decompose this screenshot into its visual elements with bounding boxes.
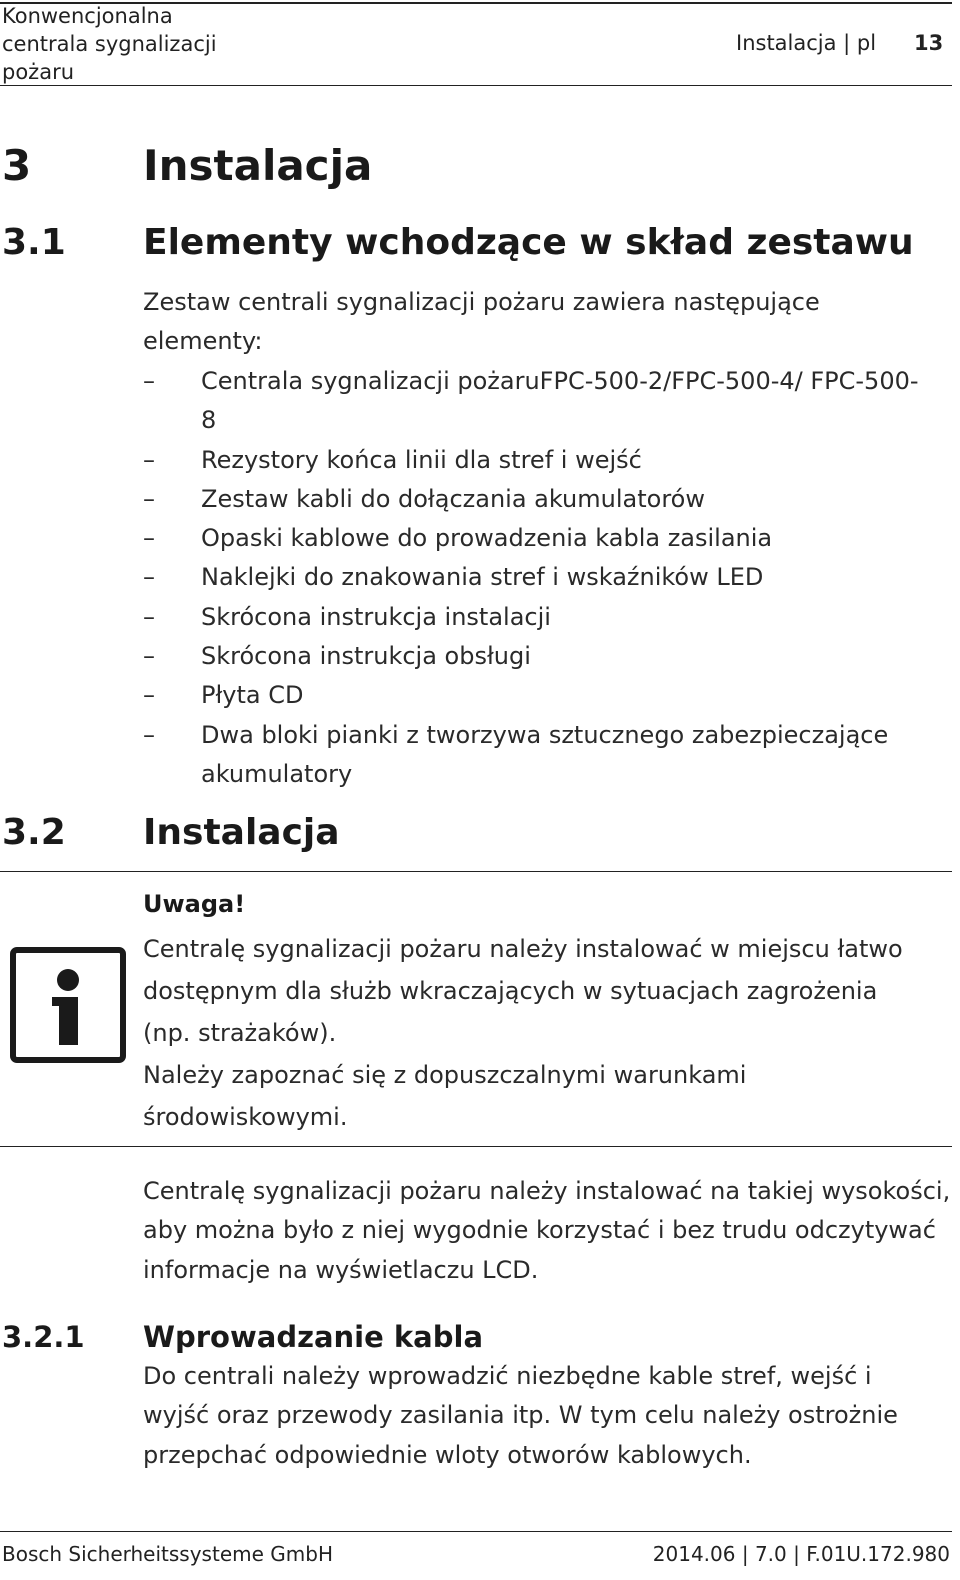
list-item-text: Płyta CD [201, 681, 304, 710]
list-item [143, 362, 933, 441]
header-title-line: pożaru [2, 60, 75, 84]
subsection-title: Wprowadzanie kabla [143, 1320, 484, 1354]
note-top-rule [0, 871, 952, 872]
note-heading: Uwaga! [143, 890, 246, 918]
section-number: 3.2 [2, 812, 66, 853]
contents-list [143, 362, 933, 794]
note-line: (np. strażaków). [143, 1019, 337, 1047]
bullet-dash: – [143, 642, 155, 671]
header-document-title [2, 2, 262, 86]
list-item [143, 637, 933, 676]
list-item [143, 558, 933, 597]
bullet-dash: – [143, 720, 155, 749]
list-item-text: Opaski kablowe do prowadzenia kabla zasilania [201, 524, 773, 553]
chapter-number: 3 [2, 141, 32, 190]
list-item-text: Rezystory końca linii dla stref i wejść [201, 445, 642, 474]
header-divider [0, 85, 952, 86]
bullet-dash: – [143, 563, 155, 592]
note-bottom-rule [0, 1146, 952, 1147]
note-line: dostępnym dla służb wkraczających w sytuacjach zagrożenia [143, 977, 878, 1005]
header-title-line: Konwencjonalna [2, 4, 173, 28]
list-item [143, 676, 933, 715]
section-number: 3.1 [2, 222, 66, 263]
list-item-text: Naklejki do znakowania stref i wskaźników LED [201, 563, 764, 592]
footer-divider [0, 1531, 952, 1532]
list-item-text: Skrócona instrukcja obsługi [201, 642, 531, 671]
bullet-dash: – [143, 484, 155, 513]
cable-paragraph: Do centrali należy wprowadzić niezbędne kable stref, wejść i wyjść oraz przewody zasilania itp. W tym celu należy ostrożnie przepchać odpowiednie wloty otworów kablowych. [143, 1362, 898, 1469]
list-item [143, 480, 933, 519]
list-item [143, 519, 933, 558]
list-item [143, 441, 933, 480]
note-line: Należy zapoznać się z dopuszczalnymi warunkami [143, 1061, 747, 1089]
list-item-text: Skrócona instrukcja instalacji [201, 602, 551, 631]
chapter-title: Instalacja [143, 141, 373, 190]
list-item [143, 598, 933, 637]
installation-paragraph: Centralę sygnalizacji pożaru należy instalować na takiej wysokości, aby można było z niej wygodnie korzystać i bez trudu odczytywać informacje na wyświetlaczu LCD. [143, 1177, 951, 1284]
bullet-dash: – [143, 524, 155, 553]
list-item-text: Centrala sygnalizacji pożaruFPC-500-2/FPC-500-4/ FPC-500-8 [201, 367, 919, 435]
list-item-text: Dwa bloki pianki z tworzywa sztucznego zabezpieczające akumulatory [201, 720, 889, 788]
note-line: środowiskowymi. [143, 1103, 348, 1131]
list-item-text: Zestaw kabli do dołączania akumulatorów [201, 484, 705, 513]
header-title-line: centrala sygnalizacji [2, 32, 217, 56]
info-icon [10, 947, 126, 1063]
section-title: Instalacja [143, 812, 340, 853]
header-top-rule [0, 2, 952, 4]
section-intro: Zestaw centrali sygnalizacji pożaru zawiera następujące elementy: [143, 288, 820, 356]
footer-doc-info: 2014.06 | 7.0 | F.01U.172.980 [652, 1542, 950, 1566]
subsection-number: 3.2.1 [2, 1320, 85, 1354]
note-text [143, 928, 943, 1138]
bullet-dash: – [143, 681, 155, 710]
section-title: Elementy wchodzące w skład zestawu [143, 222, 914, 263]
footer-company: Bosch Sicherheitssysteme GmbH [2, 1542, 333, 1566]
bullet-dash: – [143, 445, 155, 474]
note-line: Centralę sygnalizacji pożaru należy instalować w miejscu łatwo [143, 935, 903, 963]
bullet-dash: – [143, 602, 155, 631]
bullet-dash: – [143, 367, 155, 395]
list-item [143, 716, 933, 795]
header-section-label: Instalacja | pl [736, 31, 877, 55]
page-number: 13 [914, 31, 944, 55]
